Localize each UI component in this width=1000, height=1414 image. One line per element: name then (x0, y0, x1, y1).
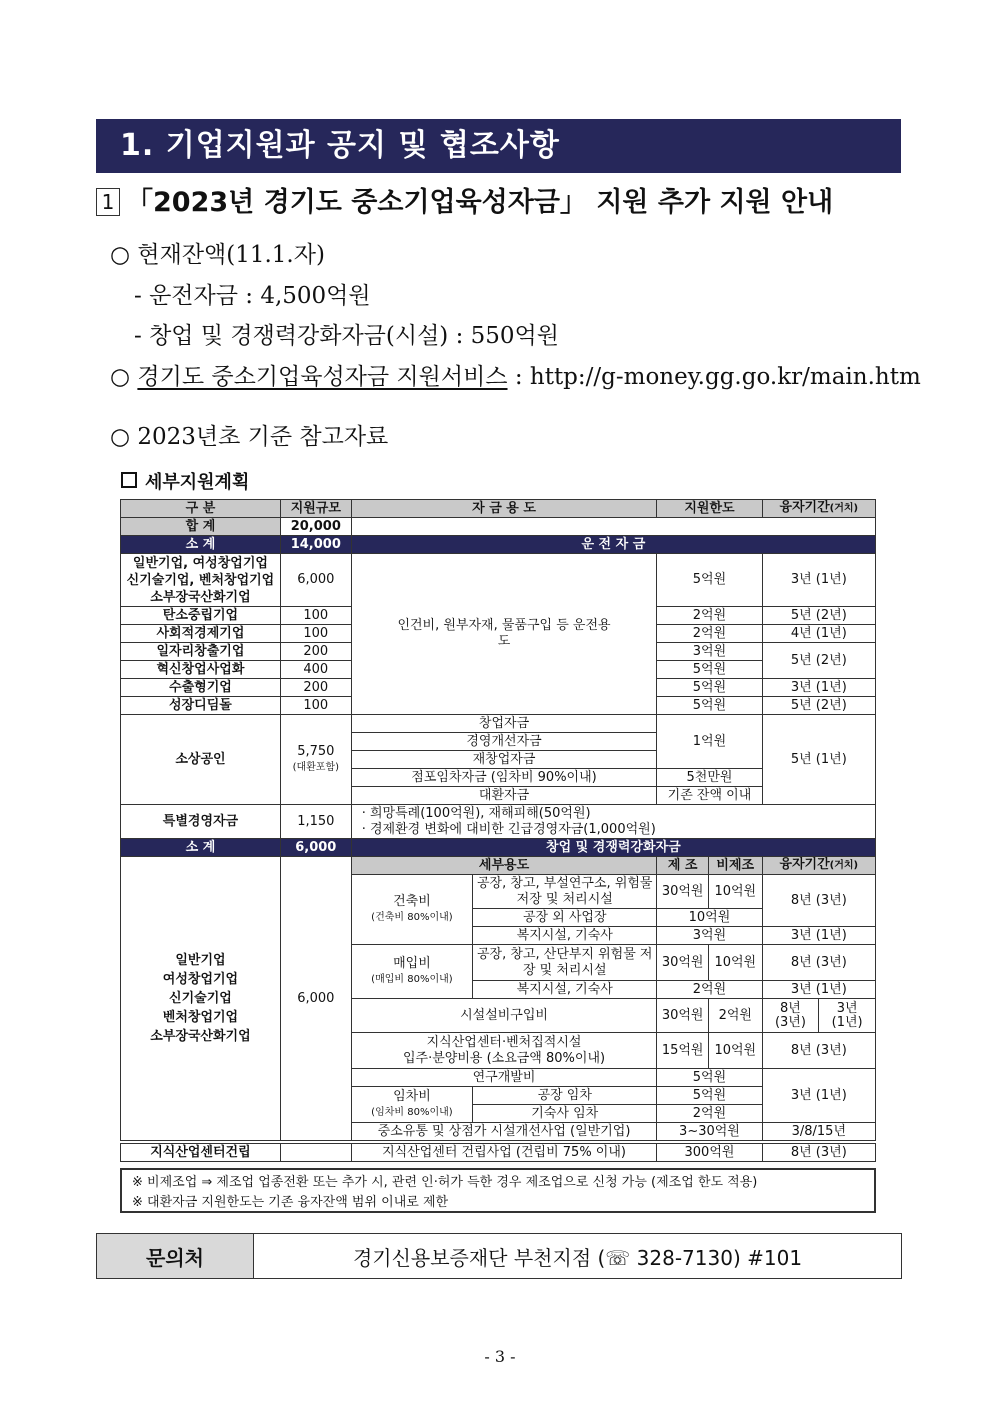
fac-subtotal-label: 소 계 (121, 839, 281, 857)
op-row-period: 5년 (2년) (762, 607, 875, 625)
retail-limit: 3~30억원 (657, 1123, 762, 1141)
op-row-value: 100 (280, 625, 351, 643)
total-label: 합 계 (121, 518, 281, 536)
op-row-label: 혁신창업사업화 (121, 661, 281, 679)
op-title: 운 전 자 금 (351, 536, 875, 554)
fac-target-value: 6,000 (280, 857, 351, 1141)
build-r3-period: 3년 (1년) (762, 927, 875, 945)
equip-period-non: 3년 (1년) (819, 999, 876, 1033)
knowledge-label: 지식산업센터·벤처집적시설 입주·분양비용 (소요금액 80%이내) (351, 1033, 657, 1069)
total-blank (351, 518, 875, 536)
equip-mfg: 30억원 (657, 999, 709, 1033)
note-item: ※ 대환자금 지원한도는 기존 융자잔액 범위 이내로 제한 (132, 1195, 449, 1210)
equip-period-mfg: 8년 (3년) (762, 999, 819, 1033)
kcenter-limit: 300억원 (657, 1144, 762, 1162)
section-header: 1. 기업지원과 공지 및 협조사항 (96, 119, 901, 173)
land-r2-limit: 2억원 (657, 981, 762, 999)
build-r3-limit: 3억원 (657, 927, 762, 945)
header-limit: 지원한도 (657, 500, 762, 518)
op-row-label: 성장디딤돌 (121, 697, 281, 715)
knowledge-mfg: 15억원 (657, 1033, 709, 1069)
notice-title (96, 180, 833, 219)
service-url: : http://g-money.gg.go.kr/main.htm (514, 364, 921, 390)
rent-label: 임차비 (임차비 80%이내) (351, 1087, 472, 1123)
special-use: · 희망특례(100억원), 재해피해(50억원) · 경제환경 변화에 대비한 긴급경영자금(1,000억원) (351, 805, 875, 839)
op-row-limit: 2억원 (657, 607, 762, 625)
contact-label: 문의처 (97, 1234, 254, 1278)
rent-r2-limit: 2억원 (657, 1105, 762, 1123)
kcenter-blank (280, 1144, 351, 1162)
special-label: 특별경영자금 (121, 805, 281, 839)
build-r1-non: 10억원 (708, 875, 762, 909)
op-row-value: 100 (280, 607, 351, 625)
sub-facility: - 창업 및 경쟁력강화자금(시설) : 550억원 (134, 323, 559, 349)
op-row-value: 200 (280, 679, 351, 697)
build-r2-limit: 10억원 (657, 909, 762, 927)
square-icon (121, 472, 137, 488)
fac-header-use: 세부용도 (351, 857, 657, 875)
retail-label: 중소유통 및 상점가 시설개선사업 (일반기업) (351, 1123, 657, 1141)
op-row-value: 200 (280, 643, 351, 661)
op-general-period: 3년 (1년) (762, 554, 875, 607)
smallbiz-use: 재창업자금 (351, 751, 657, 769)
notice-number: 1 (96, 188, 120, 216)
table-title-text: 세부지원계획 (145, 472, 250, 493)
op-subtotal-label: 소 계 (121, 536, 281, 554)
land-r1-period: 8년 (3년) (762, 945, 875, 981)
land-r1-mfg: 30억원 (657, 945, 709, 981)
op-row-limit: 3억원 (657, 643, 762, 661)
fac-title: 창업 및 경쟁력강화자금 (351, 839, 875, 857)
knowledge-period: 8년 (3년) (762, 1033, 875, 1069)
op-row-limit: 5억원 (657, 697, 762, 715)
smallbiz-limit-refi: 기존 잔액 이내 (657, 787, 762, 805)
build-r1-period: 8년 (3년) (762, 875, 875, 927)
land-r1-non: 10억원 (708, 945, 762, 981)
table-title (121, 468, 249, 494)
op-subtotal-value: 14,000 (280, 536, 351, 554)
op-general-value: 6,000 (280, 554, 351, 607)
special-value: 1,150 (280, 805, 351, 839)
equip-non: 2억원 (708, 999, 762, 1033)
rnd-label: 연구개발비 (351, 1069, 657, 1087)
fac-header-period: 융자기간(거치) (762, 857, 875, 875)
bullet-reference: ○ 2023년초 기준 참고자료 (110, 424, 389, 450)
op-row-limit: 5억원 (657, 679, 762, 697)
op-row-value: 400 (280, 661, 351, 679)
build-label: 건축비 (건축비 80%이내) (351, 875, 472, 945)
op-general-label: 일반기업, 여성창업기업 신기술기업, 벤처창업기업 소부장국산화기업 (121, 554, 281, 607)
fac-targets: 일반기업 여성창업기업 신기술기업 벤처창업기업 소부장국산화기업 (121, 857, 281, 1141)
fac-subtotal-value: 6,000 (280, 839, 351, 857)
kcenter-period: 8년 (3년) (762, 1144, 875, 1162)
op-row-label: 사회적경제기업 (121, 625, 281, 643)
rnd-limit: 5억원 (657, 1069, 762, 1087)
kcenter-use: 지식산업센터 건립사업 (건립비 75% 이내) (351, 1144, 657, 1162)
op-general-limit: 5억원 (657, 554, 762, 607)
smallbiz-use: 창업자금 (351, 715, 657, 733)
service-link[interactable]: 경기도 중소기업육성자금 지원서비스 (137, 364, 508, 390)
op-row-limit: 2억원 (657, 625, 762, 643)
smallbiz-limit-rent: 5천만원 (657, 769, 762, 787)
land-r2-period: 3년 (1년) (762, 981, 875, 999)
sub-operating: - 운전자금 : 4,500억원 (134, 283, 371, 309)
rent-period: 3년 (1년) (762, 1069, 875, 1123)
op-row-label: 수출형기업 (121, 679, 281, 697)
op-merged-period: 5년 (2년) (762, 643, 875, 679)
smallbiz-limit: 1억원 (657, 715, 762, 769)
build-r3: 복지시설, 기숙사 (473, 927, 657, 945)
smallbiz-use: 경영개선자금 (351, 733, 657, 751)
table-notes (120, 1168, 876, 1213)
op-row-limit: 5억원 (657, 661, 762, 679)
notice-title-text: 「2023년 경기도 중소기업육성자금」 지원 추가 지원 안내 (126, 187, 834, 218)
fac-header-nonmfg: 비제조 (708, 857, 762, 875)
rent-r1-limit: 5억원 (657, 1087, 762, 1105)
build-r1-mfg: 30억원 (657, 875, 709, 909)
smallbiz-use: 점포임차자금 (임차비 90%이내) (351, 769, 657, 787)
rent-r1: 공장 임차 (473, 1087, 657, 1105)
bullet-service (110, 358, 921, 391)
total-value: 20,000 (280, 518, 351, 536)
land-label: 매입비 (매입비 80%이내) (351, 945, 472, 999)
page-number: - 3 - (484, 1347, 516, 1366)
smallbiz-value: 5,750 (대환포함) (280, 715, 351, 805)
header-use: 자 금 용 도 (351, 500, 657, 518)
bullet-balance: ○ 현재잔액(11.1.자) (110, 242, 325, 268)
op-row-period: 4년 (1년) (762, 625, 875, 643)
op-row-value: 100 (280, 697, 351, 715)
fac-header-mfg: 제 조 (657, 857, 709, 875)
op-row-period: 5년 (2년) (762, 697, 875, 715)
header-category: 구 분 (121, 500, 281, 518)
op-use: 인건비, 원부자재, 물품구입 등 운전용도 (351, 554, 657, 715)
header-period: 융자기간(거치) (762, 500, 875, 518)
retail-period: 3/8/15년 (762, 1123, 875, 1141)
land-r1: 공장, 창고, 산단부지 위험물 저장 및 처리시설 (473, 945, 657, 981)
knowledge-non: 10억원 (708, 1033, 762, 1069)
kcenter-label: 지식산업센터건립 (121, 1144, 281, 1162)
support-plan-table (120, 499, 876, 1141)
build-r1: 공장, 창고, 부설연구소, 위험물 저장 및 처리시설 (473, 875, 657, 909)
equip-label: 시설설비구입비 (351, 999, 657, 1033)
smallbiz-label: 소상공인 (121, 715, 281, 805)
header-scale: 지원규모 (280, 500, 351, 518)
build-r2: 공장 외 사업장 (473, 909, 657, 927)
rent-r2: 기숙사 임차 (473, 1105, 657, 1123)
op-row-label: 탄소중립기업 (121, 607, 281, 625)
land-r2: 복지시설, 기숙사 (473, 981, 657, 999)
op-row-label: 일자리창출기업 (121, 643, 281, 661)
kcenter-row-table (120, 1143, 876, 1162)
contact-box (96, 1233, 902, 1279)
smallbiz-period: 5년 (1년) (762, 715, 875, 805)
smallbiz-use: 대환자금 (351, 787, 657, 805)
op-row-period: 3년 (1년) (762, 679, 875, 697)
contact-value: 경기신용보증재단 부천지점 (☏ 328-7130) #101 (352, 1245, 803, 1270)
note-item: ※ 비제조업 ⇒ 제조업 업종전환 또는 추가 시, 관련 인·허가 득한 경우 제조업으로 신청 가능 (제조업 한도 적용) (132, 1175, 758, 1190)
bullet-mark: ○ (110, 364, 131, 390)
